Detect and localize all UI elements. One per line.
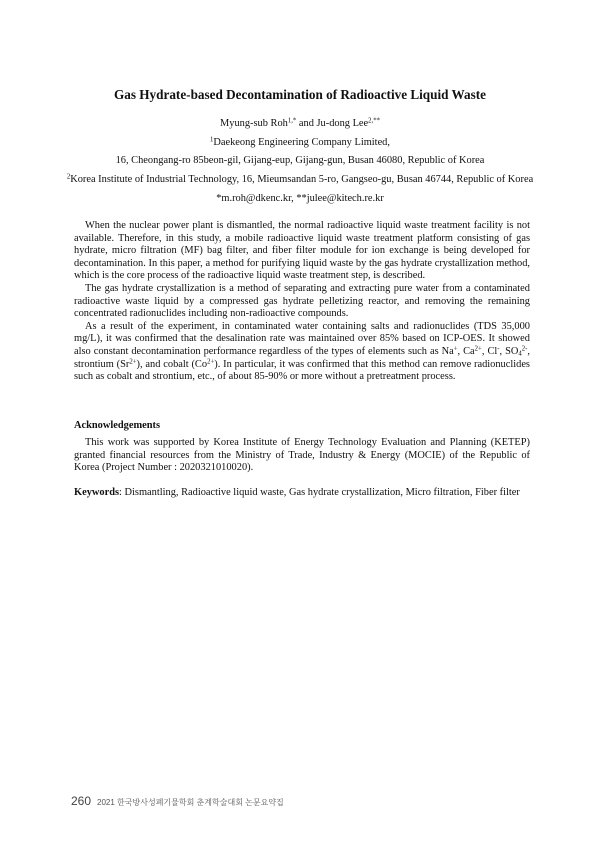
affiliation-2-marker: 2 xyxy=(66,173,71,181)
affiliation-1 xyxy=(0,137,600,148)
keywords-line xyxy=(74,487,530,500)
abstract-paragraph-3: As a result of the experiment, in contaminated water containing salts and radionuclides (TDS 35,000 mg/L), it was confirmed that the desalination rate was maintained over 85% based on ICP-OES. It showed also constant decontamination performance regardless of the types of elements such as Na+, $Ca^{2+}$, Cl-, $SO_4^{2-}$, strontium $(Sr^{2+})$, and cobalt $(Co^{2+})$. In particular, it was confirmed that this method can remove radionuclides such as cobalt and strontium, etc., of about 85-90% or more without a pretreatment process. xyxy=(74,320,530,383)
author-conjunction: and xyxy=(296,118,317,129)
author-emails: *m.roh@dkenc.kr, **julee@kitech.re.kr xyxy=(216,193,384,204)
affiliation-1-address: 16, Cheongang-ro 85beon-gil, Gijang-eup, Gijang-gun, Busan 46080, Republic of Korea xyxy=(115,155,485,166)
paper-title: Gas Hydrate-based Decontamination of Radioactive Liquid Waste xyxy=(114,87,486,102)
page-footer xyxy=(71,792,284,810)
author-1-marker: 1,* xyxy=(287,117,297,125)
author-1: Myung-sub Roh xyxy=(220,118,288,129)
page-number: 260 xyxy=(71,794,92,808)
abstract-paragraph-2: The gas hydrate crystallization is a method of separating and extracting pure water from a contaminated radioactive waste liquid by a compressed gas hydrate pelletizing reactor, and removing the remaining concentrated radionuclides including non-radioactive compounds. xyxy=(74,282,530,320)
author-line xyxy=(0,118,600,129)
keywords-text: : Dismantling, Radioactive liquid waste, Gas hydrate crystallization, Micro filtration, Fiber filter xyxy=(119,487,520,498)
abstract xyxy=(74,220,530,384)
conference-name: 2021 한국방사성폐기물학회 춘계학술대회 논문요약집 xyxy=(97,798,284,807)
affiliation-1-name: Daekeong Engineering Company Limited, xyxy=(213,137,390,148)
keywords-label: Keywords xyxy=(74,487,120,498)
acknowledgements-text: This work was supported by Korea Institute of Energy Technology Evaluation and Planning (KETEP) granted financial resources from the Ministry of Trade, Industry & Energy (MOCIE) of the Republic of Korea (Project Number : 2020321010020). xyxy=(74,437,530,474)
author-2-marker: 2,** xyxy=(368,117,380,125)
affiliation-1-marker: 1 xyxy=(210,136,214,144)
abstract-paragraph-1: When the nuclear power plant is dismantled, the normal radioactive liquid waste treatment facility is not available. Therefore, in this study, a mobile radioactive liquid waste treatment platform consisting of gas hydrate, micro filtration (MF) bag filter, and fiber filter module for ion exchange is being developed for decontamination. In this paper, a method for purifying liquid waste by the gas hydrate crystallization method, which is the core process of the radioactive liquid waste treatment step, is described. xyxy=(74,220,530,282)
acknowledgements-heading: Acknowledgements xyxy=(74,420,161,431)
affiliation-2 xyxy=(0,174,600,185)
acknowledgements-body xyxy=(74,437,530,475)
author-2: Ju-dong Lee xyxy=(316,118,369,129)
affiliation-2-text: Korea Institute of Industrial Technology, 16, Mieumsandan 5-ro, Gangseo-gu, Busan 46744, Republic of Korea xyxy=(70,174,534,185)
